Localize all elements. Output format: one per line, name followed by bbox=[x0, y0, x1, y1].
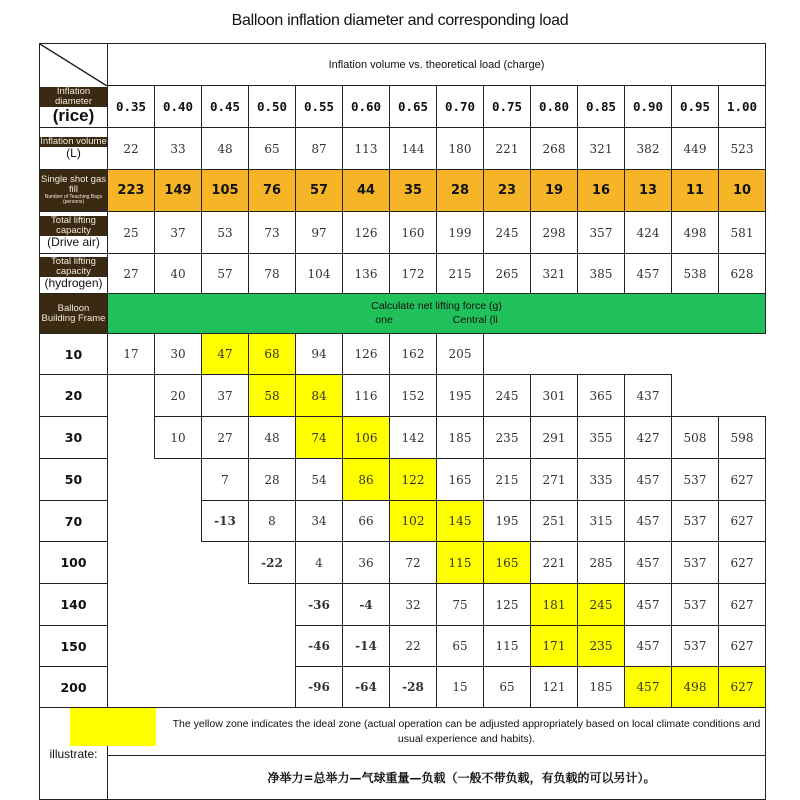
empty-cell bbox=[672, 334, 719, 375]
net-cell-0-0: 17 bbox=[108, 334, 155, 375]
net-cell-5-5: 36 bbox=[343, 542, 390, 584]
net-lift-sub-central: Central (li bbox=[452, 313, 498, 326]
net-cell-6-8: 125 bbox=[484, 584, 531, 626]
hydrogen-label-unit: (hydrogen) bbox=[44, 276, 103, 291]
air-cell-11: 424 bbox=[625, 212, 672, 254]
hydrogen-cell-3: 78 bbox=[249, 254, 296, 294]
net-cell-7-9: 171 bbox=[531, 626, 578, 667]
net-cell-4-12: 537 bbox=[672, 501, 719, 542]
net-cell-2-13: 598 bbox=[719, 417, 766, 459]
net-cell-5-9: 221 bbox=[531, 542, 578, 584]
net-lift-sub-one: one bbox=[375, 313, 393, 326]
yellow-zone-note bbox=[108, 708, 766, 756]
net-cell-3-12: 537 bbox=[672, 459, 719, 501]
gas-cell-3: 76 bbox=[249, 170, 296, 212]
net-cell-4-7: 145 bbox=[437, 501, 484, 542]
frame-label-7: 150 bbox=[40, 626, 108, 667]
net-cell-3-4: 54 bbox=[296, 459, 343, 501]
empty-cell bbox=[108, 667, 155, 708]
net-cell-1-4: 84 bbox=[296, 375, 343, 417]
net-cell-8-4: -96 bbox=[296, 667, 343, 708]
volume-cell-9: 268 bbox=[531, 128, 578, 170]
hydrogen-cell-13: 628 bbox=[719, 254, 766, 294]
hydrogen-cell-5: 136 bbox=[343, 254, 390, 294]
net-cell-5-13: 627 bbox=[719, 542, 766, 584]
frame-label-8: 200 bbox=[40, 667, 108, 708]
label-single-shot-gas bbox=[40, 170, 108, 212]
net-cell-2-2: 27 bbox=[202, 417, 249, 459]
diameter-label-small: Inflation diameter bbox=[40, 87, 107, 107]
gas-cell-1: 149 bbox=[155, 170, 202, 212]
gas-cell-6: 35 bbox=[390, 170, 437, 212]
empty-cell bbox=[672, 375, 719, 417]
frame-label-0: 10 bbox=[40, 334, 108, 375]
net-cell-2-8: 235 bbox=[484, 417, 531, 459]
frame-label-2: 30 bbox=[40, 417, 108, 459]
net-cell-8-6: -28 bbox=[390, 667, 437, 708]
net-cell-0-2: 47 bbox=[202, 334, 249, 375]
frame-label-5: 100 bbox=[40, 542, 108, 584]
net-cell-1-1: 20 bbox=[155, 375, 202, 417]
air-cell-3: 73 bbox=[249, 212, 296, 254]
air-cell-4: 97 bbox=[296, 212, 343, 254]
net-cell-6-11: 457 bbox=[625, 584, 672, 626]
volume-cell-6: 144 bbox=[390, 128, 437, 170]
volume-cell-8: 221 bbox=[484, 128, 531, 170]
gas-cell-12: 11 bbox=[672, 170, 719, 212]
volume-cell-4: 87 bbox=[296, 128, 343, 170]
air-cell-12: 498 bbox=[672, 212, 719, 254]
air-label-small: Total lifting capacity bbox=[40, 216, 107, 236]
net-lift-formula: 净举力=总举力—气球重量—负载（一般不带负载，有负载的可以另计）。 bbox=[108, 756, 766, 800]
empty-cell bbox=[719, 375, 766, 417]
volume-cell-1: 33 bbox=[155, 128, 202, 170]
net-cell-4-6: 102 bbox=[390, 501, 437, 542]
net-cell-2-1: 10 bbox=[155, 417, 202, 459]
net-cell-5-6: 72 bbox=[390, 542, 437, 584]
air-cell-13: 581 bbox=[719, 212, 766, 254]
net-cell-5-10: 285 bbox=[578, 542, 625, 584]
yellow-zone-note-text: The yellow zone indicates the ideal zone (actual operation can be adjusted appropriately based on local climate conditions and usual experience and habits). bbox=[172, 717, 761, 745]
air-cell-6: 160 bbox=[390, 212, 437, 254]
net-cell-4-5: 66 bbox=[343, 501, 390, 542]
volume-cell-5: 113 bbox=[343, 128, 390, 170]
diameter-header-2: 0.45 bbox=[202, 86, 249, 128]
empty-cell bbox=[249, 626, 296, 667]
hydrogen-cell-8: 265 bbox=[484, 254, 531, 294]
volume-cell-10: 321 bbox=[578, 128, 625, 170]
net-cell-1-6: 152 bbox=[390, 375, 437, 417]
empty-cell bbox=[531, 334, 578, 375]
net-cell-7-10: 235 bbox=[578, 626, 625, 667]
net-cell-7-7: 65 bbox=[437, 626, 484, 667]
label-lift-hydrogen bbox=[40, 254, 108, 294]
net-cell-5-11: 457 bbox=[625, 542, 672, 584]
gas-cell-2: 105 bbox=[202, 170, 249, 212]
net-cell-7-11: 457 bbox=[625, 626, 672, 667]
empty-cell bbox=[249, 584, 296, 626]
net-cell-6-13: 627 bbox=[719, 584, 766, 626]
net-cell-4-8: 195 bbox=[484, 501, 531, 542]
gas-cell-9: 19 bbox=[531, 170, 578, 212]
net-cell-6-10: 245 bbox=[578, 584, 625, 626]
net-cell-4-2: -13 bbox=[202, 501, 249, 542]
label-inflation-diameter bbox=[40, 86, 108, 128]
diameter-header-10: 0.85 bbox=[578, 86, 625, 128]
net-cell-1-2: 37 bbox=[202, 375, 249, 417]
volume-cell-3: 65 bbox=[249, 128, 296, 170]
net-cell-0-1: 30 bbox=[155, 334, 202, 375]
net-cell-7-6: 22 bbox=[390, 626, 437, 667]
diameter-header-13: 1.00 bbox=[719, 86, 766, 128]
air-cell-2: 53 bbox=[202, 212, 249, 254]
net-cell-0-7: 205 bbox=[437, 334, 484, 375]
net-cell-1-8: 245 bbox=[484, 375, 531, 417]
net-cell-8-10: 185 bbox=[578, 667, 625, 708]
net-lift-header bbox=[108, 294, 766, 334]
net-cell-4-9: 251 bbox=[531, 501, 578, 542]
empty-cell bbox=[155, 667, 202, 708]
net-cell-1-9: 301 bbox=[531, 375, 578, 417]
empty-cell bbox=[719, 334, 766, 375]
net-cell-3-8: 215 bbox=[484, 459, 531, 501]
net-cell-3-7: 165 bbox=[437, 459, 484, 501]
gas-label-tiny: Number of Teaching Bags (persons) bbox=[44, 194, 103, 206]
net-cell-4-11: 457 bbox=[625, 501, 672, 542]
load-table bbox=[39, 43, 766, 800]
net-cell-6-4: -36 bbox=[296, 584, 343, 626]
net-cell-4-4: 34 bbox=[296, 501, 343, 542]
net-cell-2-12: 508 bbox=[672, 417, 719, 459]
net-cell-2-3: 48 bbox=[249, 417, 296, 459]
net-cell-1-11: 437 bbox=[625, 375, 672, 417]
air-cell-9: 298 bbox=[531, 212, 578, 254]
net-cell-2-4: 74 bbox=[296, 417, 343, 459]
frame-label-4: 70 bbox=[40, 501, 108, 542]
volume-label-small: Inflation volume bbox=[40, 136, 107, 148]
diameter-header-8: 0.75 bbox=[484, 86, 531, 128]
empty-cell bbox=[484, 334, 531, 375]
net-cell-6-6: 32 bbox=[390, 584, 437, 626]
net-cell-3-11: 457 bbox=[625, 459, 672, 501]
empty-cell bbox=[155, 584, 202, 626]
diameter-header-5: 0.60 bbox=[343, 86, 390, 128]
net-cell-5-12: 537 bbox=[672, 542, 719, 584]
volume-cell-2: 48 bbox=[202, 128, 249, 170]
net-cell-3-3: 28 bbox=[249, 459, 296, 501]
empty-cell bbox=[108, 542, 155, 584]
yellow-legend-swatch bbox=[70, 708, 156, 746]
net-cell-1-10: 365 bbox=[578, 375, 625, 417]
volume-cell-7: 180 bbox=[437, 128, 484, 170]
hydrogen-cell-7: 215 bbox=[437, 254, 484, 294]
gas-cell-8: 23 bbox=[484, 170, 531, 212]
net-cell-6-9: 181 bbox=[531, 584, 578, 626]
diameter-header-0: 0.35 bbox=[108, 86, 155, 128]
hydrogen-cell-1: 40 bbox=[155, 254, 202, 294]
empty-cell bbox=[155, 501, 202, 542]
gas-cell-5: 44 bbox=[343, 170, 390, 212]
page-title: Balloon inflation diameter and corresponding load bbox=[231, 12, 569, 29]
air-cell-5: 126 bbox=[343, 212, 390, 254]
gas-cell-0: 223 bbox=[108, 170, 155, 212]
net-cell-5-3: -22 bbox=[249, 542, 296, 584]
air-cell-8: 245 bbox=[484, 212, 531, 254]
air-cell-0: 25 bbox=[108, 212, 155, 254]
diameter-header-1: 0.40 bbox=[155, 86, 202, 128]
net-cell-2-10: 355 bbox=[578, 417, 625, 459]
gas-cell-7: 28 bbox=[437, 170, 484, 212]
net-cell-8-8: 65 bbox=[484, 667, 531, 708]
net-cell-3-9: 271 bbox=[531, 459, 578, 501]
gas-cell-11: 13 bbox=[625, 170, 672, 212]
net-cell-7-13: 627 bbox=[719, 626, 766, 667]
net-cell-1-3: 58 bbox=[249, 375, 296, 417]
corner-cell bbox=[40, 44, 108, 86]
net-cell-5-8: 165 bbox=[484, 542, 531, 584]
volume-cell-12: 449 bbox=[672, 128, 719, 170]
hydrogen-cell-9: 321 bbox=[531, 254, 578, 294]
hydrogen-label-small: Total lifting capacity bbox=[40, 257, 107, 277]
gas-cell-4: 57 bbox=[296, 170, 343, 212]
label-balloon-frame bbox=[40, 294, 108, 334]
diameter-header-3: 0.50 bbox=[249, 86, 296, 128]
net-cell-4-10: 315 bbox=[578, 501, 625, 542]
air-cell-10: 357 bbox=[578, 212, 625, 254]
net-cell-1-7: 195 bbox=[437, 375, 484, 417]
net-cell-0-6: 162 bbox=[390, 334, 437, 375]
net-cell-5-4: 4 bbox=[296, 542, 343, 584]
net-cell-7-4: -46 bbox=[296, 626, 343, 667]
net-cell-8-13: 627 bbox=[719, 667, 766, 708]
net-cell-3-6: 122 bbox=[390, 459, 437, 501]
volume-label-unit: (L) bbox=[66, 146, 81, 161]
net-cell-2-9: 291 bbox=[531, 417, 578, 459]
frame-label-3: 50 bbox=[40, 459, 108, 501]
net-cell-5-7: 115 bbox=[437, 542, 484, 584]
net-cell-0-3: 68 bbox=[249, 334, 296, 375]
diameter-header-9: 0.80 bbox=[531, 86, 578, 128]
empty-cell bbox=[108, 459, 155, 501]
empty-cell bbox=[202, 626, 249, 667]
empty-cell bbox=[202, 667, 249, 708]
corner-diagonal bbox=[40, 44, 107, 86]
hydrogen-cell-0: 27 bbox=[108, 254, 155, 294]
empty-cell bbox=[155, 626, 202, 667]
net-cell-4-3: 8 bbox=[249, 501, 296, 542]
diameter-header-11: 0.90 bbox=[625, 86, 672, 128]
empty-cell bbox=[249, 667, 296, 708]
net-cell-0-5: 126 bbox=[343, 334, 390, 375]
empty-cell bbox=[625, 334, 672, 375]
empty-cell bbox=[202, 542, 249, 584]
net-cell-2-7: 185 bbox=[437, 417, 484, 459]
hydrogen-cell-12: 538 bbox=[672, 254, 719, 294]
hydrogen-cell-11: 457 bbox=[625, 254, 672, 294]
hydrogen-cell-10: 385 bbox=[578, 254, 625, 294]
hydrogen-cell-4: 104 bbox=[296, 254, 343, 294]
net-cell-3-10: 335 bbox=[578, 459, 625, 501]
net-cell-8-5: -64 bbox=[343, 667, 390, 708]
empty-cell bbox=[108, 501, 155, 542]
net-cell-7-5: -14 bbox=[343, 626, 390, 667]
header-inflation-volume: Inflation volume vs. theoretical load (charge) bbox=[108, 44, 766, 86]
net-cell-1-5: 116 bbox=[343, 375, 390, 417]
illustrate-label: illustrate: bbox=[40, 708, 108, 800]
frame-label-small: Balloon Building Frame bbox=[41, 302, 106, 324]
volume-cell-0: 22 bbox=[108, 128, 155, 170]
net-cell-3-2: 7 bbox=[202, 459, 249, 501]
gas-label-small: Single shot gas fill bbox=[41, 174, 106, 196]
gas-cell-10: 16 bbox=[578, 170, 625, 212]
net-cell-4-13: 627 bbox=[719, 501, 766, 542]
empty-cell bbox=[155, 459, 202, 501]
air-label-unit: (Drive air) bbox=[47, 235, 100, 250]
diameter-label-unit: (rice) bbox=[52, 106, 95, 126]
empty-cell bbox=[155, 542, 202, 584]
volume-cell-11: 382 bbox=[625, 128, 672, 170]
net-cell-7-8: 115 bbox=[484, 626, 531, 667]
diameter-header-4: 0.55 bbox=[296, 86, 343, 128]
net-cell-8-9: 121 bbox=[531, 667, 578, 708]
empty-cell bbox=[108, 626, 155, 667]
net-cell-2-11: 427 bbox=[625, 417, 672, 459]
label-lift-air bbox=[40, 212, 108, 254]
frame-label-6: 140 bbox=[40, 584, 108, 626]
net-cell-2-5: 106 bbox=[343, 417, 390, 459]
volume-cell-13: 523 bbox=[719, 128, 766, 170]
net-lift-subline bbox=[108, 314, 765, 327]
air-cell-1: 37 bbox=[155, 212, 202, 254]
diameter-header-7: 0.70 bbox=[437, 86, 484, 128]
gas-cell-13: 10 bbox=[719, 170, 766, 212]
air-cell-7: 199 bbox=[437, 212, 484, 254]
empty-cell bbox=[108, 375, 155, 417]
net-cell-3-5: 86 bbox=[343, 459, 390, 501]
net-cell-2-6: 142 bbox=[390, 417, 437, 459]
net-cell-6-12: 537 bbox=[672, 584, 719, 626]
net-cell-6-7: 75 bbox=[437, 584, 484, 626]
net-cell-6-5: -4 bbox=[343, 584, 390, 626]
net-cell-8-7: 15 bbox=[437, 667, 484, 708]
empty-cell bbox=[108, 417, 155, 459]
hydrogen-cell-6: 172 bbox=[390, 254, 437, 294]
net-cell-7-12: 537 bbox=[672, 626, 719, 667]
label-inflation-volume bbox=[40, 128, 108, 170]
net-cell-8-11: 457 bbox=[625, 667, 672, 708]
diameter-header-6: 0.65 bbox=[390, 86, 437, 128]
empty-cell bbox=[202, 584, 249, 626]
net-lift-title: Calculate net lifting force (g) bbox=[371, 300, 502, 313]
net-cell-0-4: 94 bbox=[296, 334, 343, 375]
net-cell-8-12: 498 bbox=[672, 667, 719, 708]
diameter-header-12: 0.95 bbox=[672, 86, 719, 128]
empty-cell bbox=[578, 334, 625, 375]
hydrogen-cell-2: 57 bbox=[202, 254, 249, 294]
net-cell-3-13: 627 bbox=[719, 459, 766, 501]
empty-cell bbox=[108, 584, 155, 626]
frame-label-1: 20 bbox=[40, 375, 108, 417]
